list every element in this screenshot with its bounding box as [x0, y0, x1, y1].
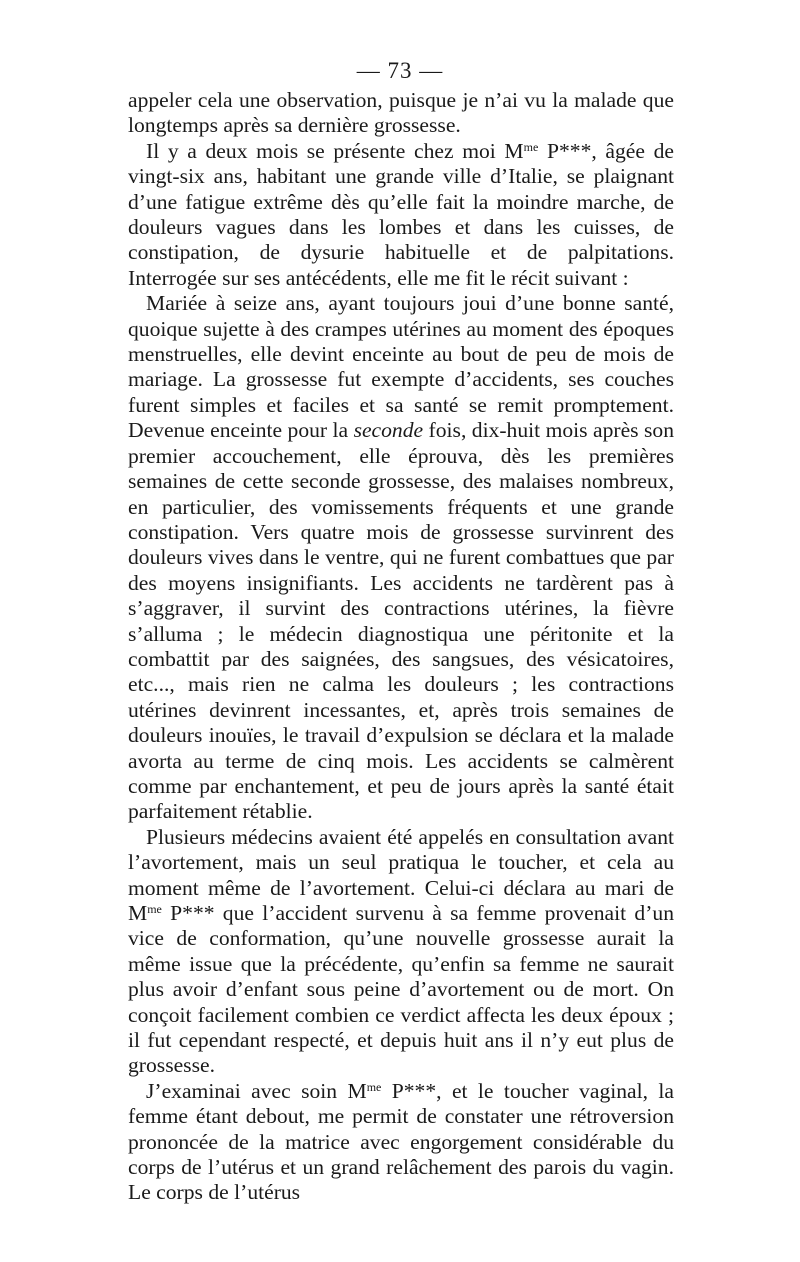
text-segment: Mariée à seize ans, ayant toujours joui d’une bonne santé, quoique sujette à des crampes utérines au moment des époques menstruelles, elle devint enceinte au bout de peu de mois de mariage. La grossesse fut exempte d’accidents, ses couches furent simples et faciles et sa santé se remit promptement. Devenue enceinte pour la: [128, 291, 674, 443]
emphasis-text: seconde: [353, 418, 424, 443]
text-segment: Plusieurs médecins avaient été appelés en consultation avant l’avortement, mais un seul pratiqua le toucher, et cela au moment même de l’avortement. Celui-ci déclara au mari de M: [128, 824, 674, 925]
paragraph-5: [128, 1079, 674, 1206]
paragraph-4: [128, 825, 674, 1079]
text-segment: P***, âgée de vingt-six ans, habitant une grande ville d’Italie, se plaignant d’une fatigue extrême dès qu’elle fait la moindre marche, de douleurs vagues dans les lombes et dans les cuisses, de constipation, de dysurie habituelle et de palpitations. Interrogée sur ses antécédents, elle me fit le récit suivant :: [128, 138, 674, 290]
superscript: me: [366, 1079, 382, 1094]
paragraph-3: [128, 291, 674, 825]
text-segment: appeler cela une observation, puisque je n’ai vu la malade que longtemps après sa dernière grossesse.: [128, 88, 674, 138]
text-segment: P*** que l’accident survenu à sa femme provenait d’un vice de conformation, qu’une nouvelle grossesse aurait la même issue que la précédente, qu’enfin sa femme ne saurait plus avoir d’enfant sous peine d’avortement ou de mort. On conçoit facilement combien ce verdict affecta les deux époux ; il fut cependant respecté, et depuis huit ans il n’y eut plus de grossesse.: [128, 901, 674, 1078]
text-body: [128, 88, 674, 1206]
text-segment: fois, dix-huit mois après son premier accouchement, elle éprouva, dès les premières semaines de cette seconde grossesse, des malaises nombreux, en particulier, des vomissements fréquents et une grande constipation. Vers quatre mois de grossesse survinrent des douleurs vives dans le ventre, qui ne furent combattues que par des moyens insignifiants. Les accidents ne tardèrent pas à s’aggraver, il survint des contractions utérines, la fièvre s’alluma ; le médecin diagnostiqua une péritonite et la combattit par des saignées, des sangsues, des vésicatoires, etc..., mais rien ne calma les douleurs ; les contractions utérines devinrent incessantes, et, après trois semaines de douleurs inouïes, le travail d’expulsion se déclara et la malade avorta au terme de cinq mois. Les accidents se calmèrent comme par enchantement, et peu de jours après la santé était parfaitement rétablie.: [128, 418, 674, 824]
paragraph-1: [128, 88, 674, 139]
text-segment: J’examinai avec soin M: [146, 1078, 367, 1103]
text-segment: P***, et le toucher vaginal, la femme étant debout, me permit de constater une rétroversion prononcée de la matrice avec engorgement considérable du corps de l’utérus et un grand relâchement des parois du vagin. Le corps de l’utérus: [128, 1078, 674, 1205]
superscript: me: [147, 902, 162, 916]
text-segment: Il y a deux mois se présente chez moi M: [146, 138, 524, 163]
superscript: me: [523, 139, 539, 154]
page-number: — 73 —: [356, 58, 444, 83]
paragraph-2: [128, 139, 674, 291]
